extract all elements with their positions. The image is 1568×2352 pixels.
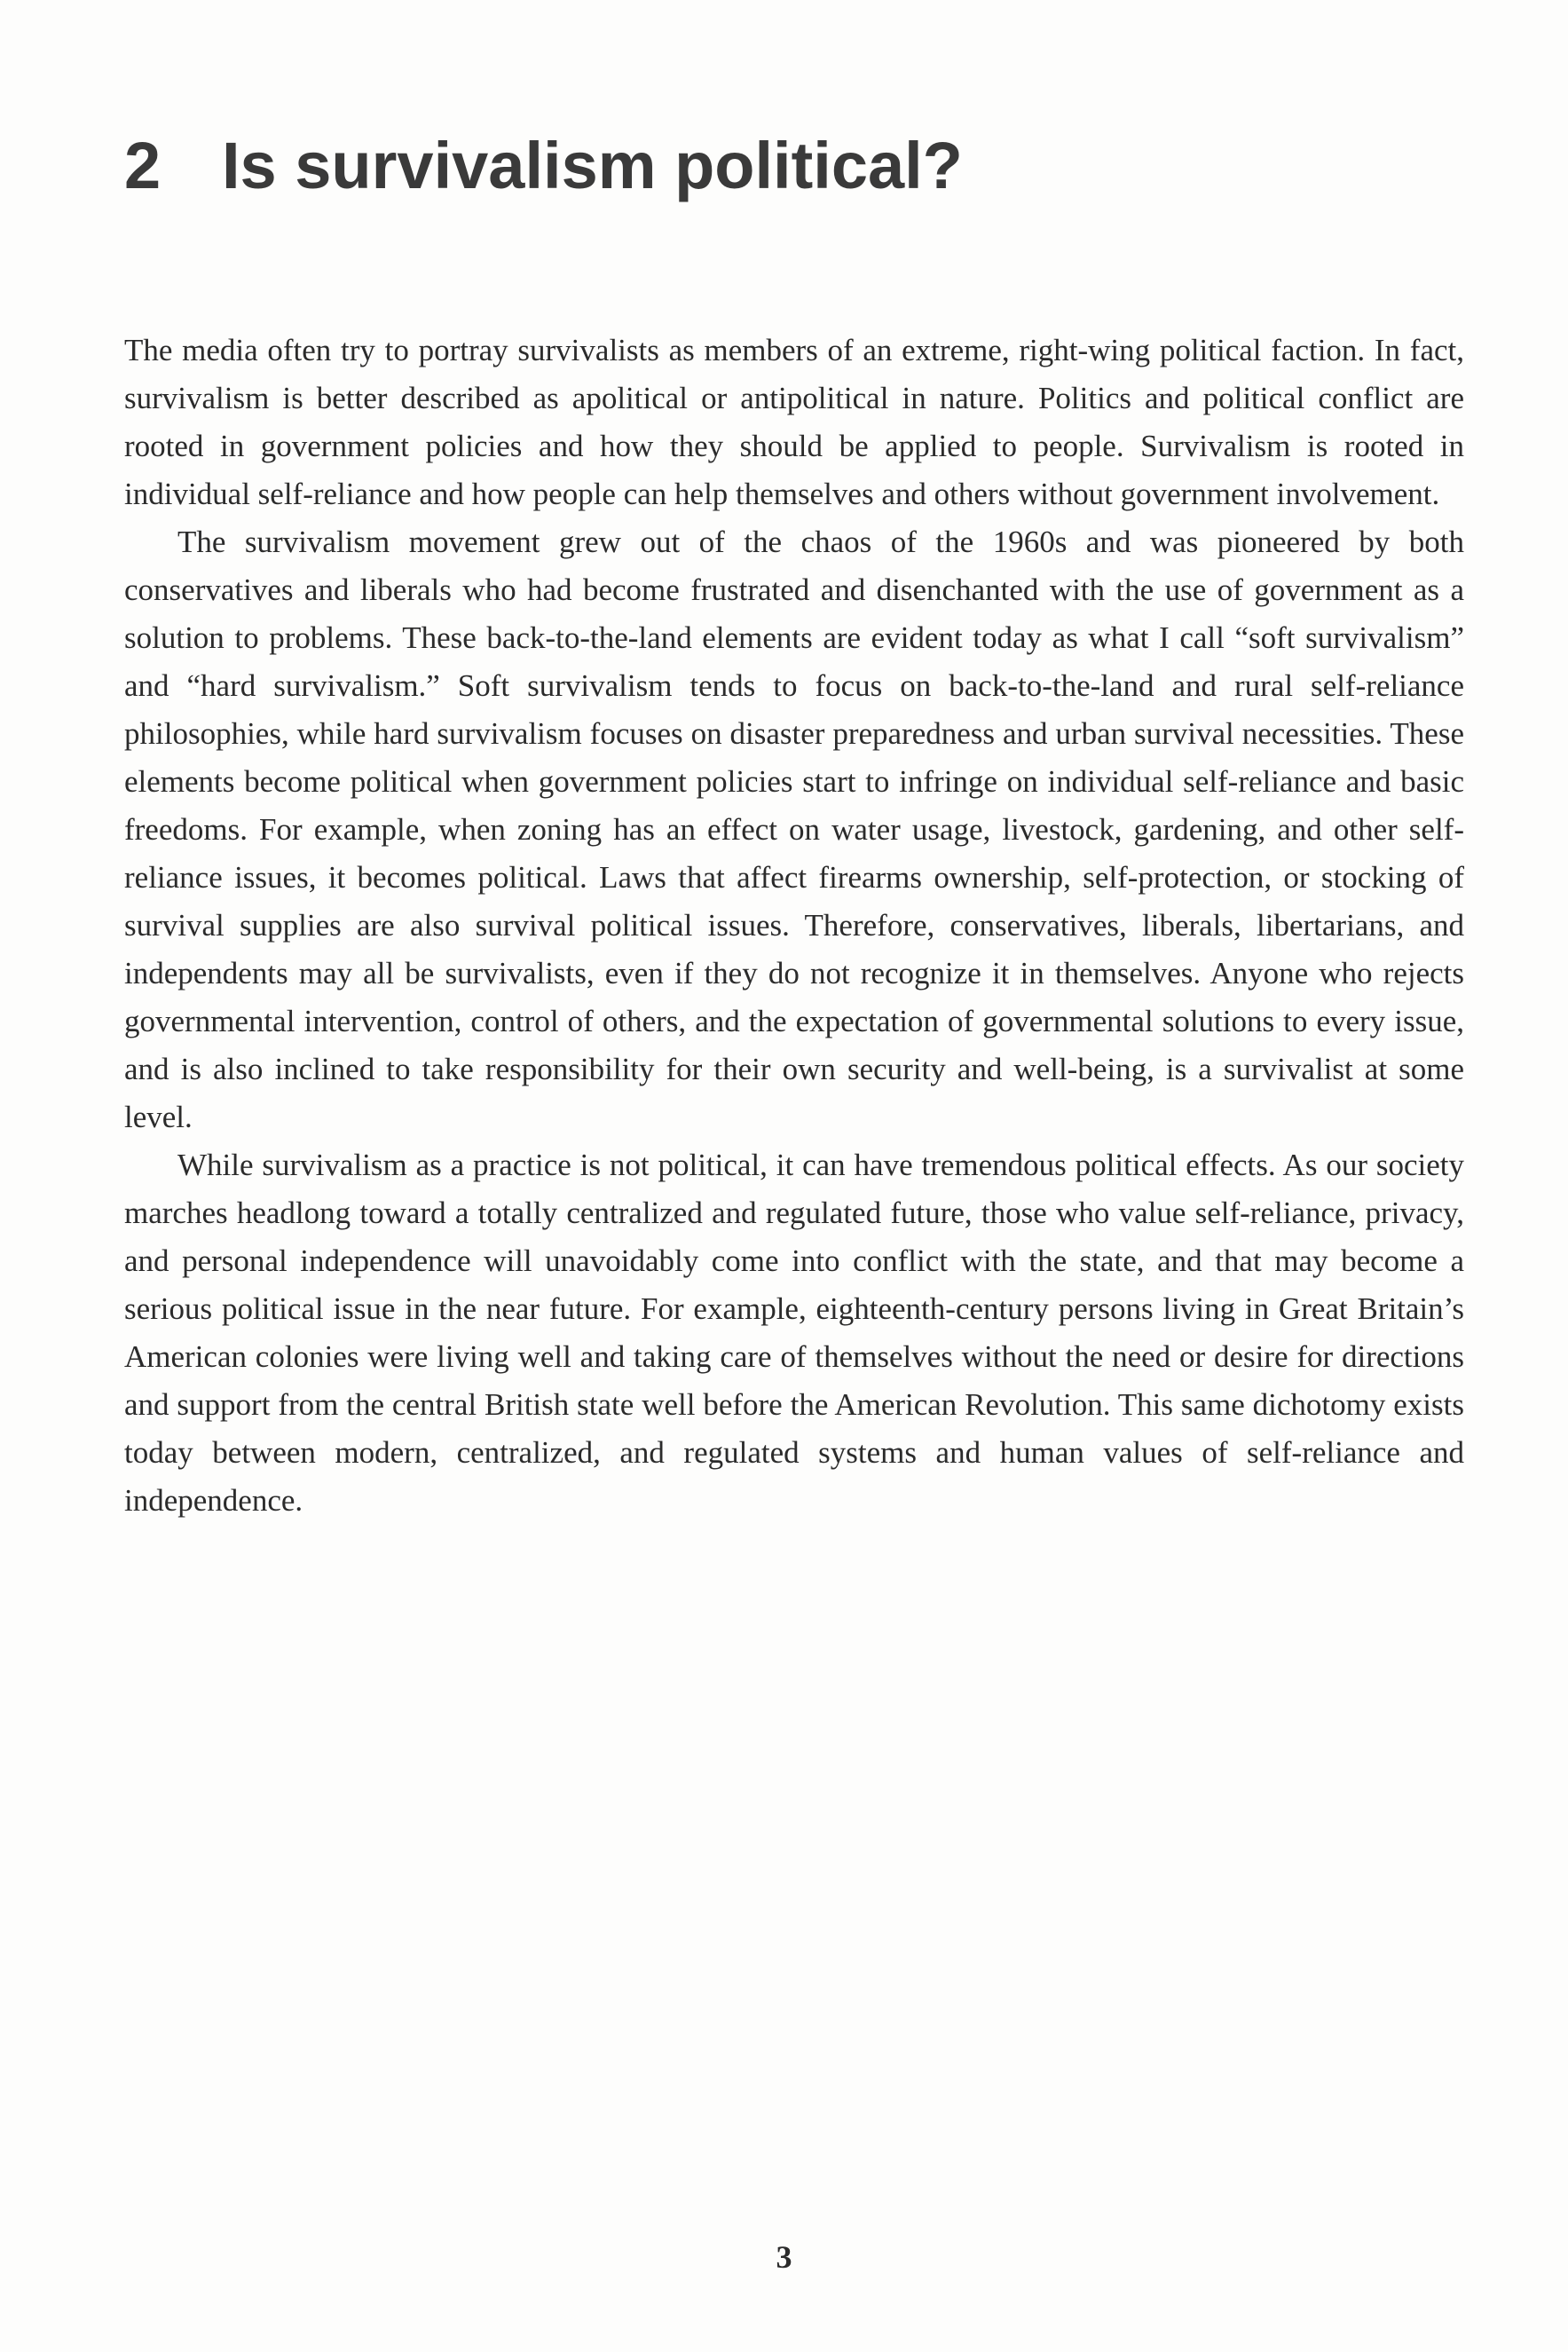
paragraph: The media often try to portray survivalists as members of an extreme, right-wing political faction. In fact, survivalism is better described as apolitical or antipolitical in nature. Politics and political conflict are rooted in government policies and how they should be applied to people. Survivalism is rooted in individual self-reliance and how people can help themselves and others without government involvement.	[124, 333, 1464, 511]
body-text	[124, 327, 1464, 1525]
paragraph: The survivalism movement grew out of the chaos of the 1960s and was pioneered by both conservatives and liberals who had become frustrated and disenchanted with the use of government as a solution to problems. These back-to-the-land elements are evident today as what I call “soft survivalism” and “hard survivalism.” Soft survivalism tends to focus on back-to-the-land and rural self-reliance philosophies, while hard survivalism focuses on disaster preparedness and urban survival necessities. These elements become political when government policies start to infringe on individual self-reliance and basic freedoms. For example, when zoning has an effect on water usage, livestock, gardening, and other self-reliance issues, it becomes political. Laws that affect firearms ownership, self-protection, or stocking of survival supplies are also survival political issues. Therefore, conservatives, liberals, libertarians, and independents may all be survivalists, even if they do not recognize it in themselves. Anyone who rejects governmental intervention, control of others, and the expectation of governmental solutions to every issue, and is also inclined to take responsibility for their own security and well-being, is a survivalist at some level.	[124, 525, 1464, 1134]
chapter-heading	[124, 129, 963, 202]
chapter-number: 2	[124, 129, 162, 202]
paragraph: While survivalism as a practice is not political, it can have tremendous political effects. As our society marches headlong toward a totally centralized and regulated future, those who value self-reliance, privacy, and personal independence will unavoidably come into conflict with the state, and that may become a serious political issue in the near future. For example, eighteenth-century persons living in Great Britain’s American colonies were living well and taking care of themselves without the need or desire for directions and support from the central British state well before the American Revolution. This same dichotomy exists today between modern, centralized, and regulated systems and human values of self-reliance and independence.	[124, 1148, 1464, 1518]
page-number: 3	[776, 2239, 792, 2275]
chapter-title: Is survivalism political?	[222, 129, 963, 202]
